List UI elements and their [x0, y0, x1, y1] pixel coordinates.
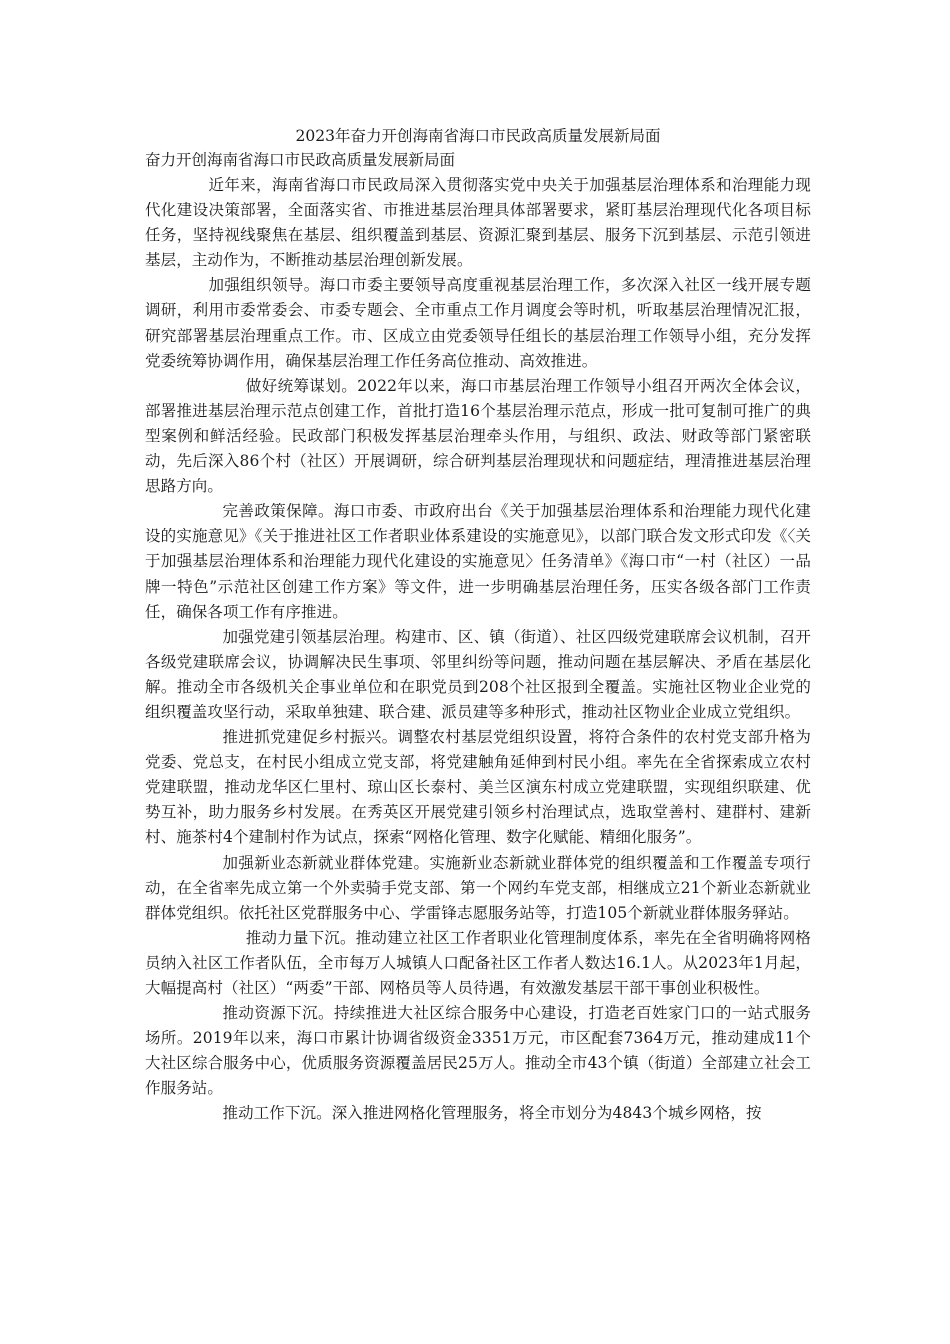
paragraph-policy-guarantee: 完善政策保障。海口市委、市政府出台《关于加强基层治理体系和治理能力现代化建设的实施意见》《关于推进社区工作者职业体系建设的实施意见》，以部门联合发文形式印发《〈关于加强基层治理体系和治理能力现代化建设的实施意见〉任务清单》《海口市“一村（社区）一品牌一特色”示范社区创建工作方案》等文件，进一步明确基层治理任务，压实各级各部门工作责任，确保各项工作有序推进。 [145, 502, 811, 621]
paragraph-staff-deployment: 推动力量下沉。推动建立社区工作者职业化管理制度体系，率先在全省明确将网格员纳入社区工作者队伍，全市每万人城镇人口配备社区工作者人数达16.1人。从2023年1月起，大幅提高村（社区）“两委”干部、网格员等人员待遇，有效激发基层干部干事创业积极性。 [145, 928, 811, 997]
document-page [145, 124, 811, 1127]
paragraph-rural-revitalization: 推进抓党建促乡村振兴。调整农村基层党组织设置，将符合条件的农村党支部升格为党委、党总支，在村民小组成立党支部，将党建触角延伸到村民小组。率先在全省探索成立农村党建联盟，推动龙华区仁里村、琼山区长泰村、美兰区演东村成立党建联盟，实现组织联建、优势互补，助力服务乡村发展。在秀英区开展党建引领乡村治理试点，选取堂善村、建群村、建新村、施茶村4个建制村作为试点，探索“网格化管理、数字化赋能、精细化服务”。 [145, 728, 811, 847]
paragraph-resource-deployment: 推动资源下沉。持续推进大社区综合服务中心建设，打造老百姓家门口的一站式服务场所。2019年以来，海口市累计协调省级资金3351万元，市区配套7364万元，推动建成11个大社区综合服务中心，优质服务资源覆盖居民25万人。推动全市43个镇（街道）全部建立社会工作服务站。 [145, 1004, 811, 1098]
paragraph-party-building-governance: 加强党建引领基层治理。构建市、区、镇（街道）、社区四级党建联席会议机制，召开各级党建联席会议，协调解决民生事项、邻里纠纷等问题，推动问题在基层解决、矛盾在基层化解。推动全市各级机关企事业单位和在职党员到208个社区报到全覆盖。实施社区物业企业党的组织覆盖攻坚行动，采取单独建、联合建、派员建等多种形式，推动社区物业企业成立党组织。 [145, 627, 811, 721]
document-title: 2023年奋力开创海南省海口市民政高质量发展新局面 [295, 127, 661, 145]
paragraph-intro: 近年来，海南省海口市民政局深入贯彻落实党中央关于加强基层治理体系和治理能力现代化建设决策部署，全面落实省、市推进基层治理具体部署要求，紧盯基层治理现代化各项目标任务，坚持视线聚焦在基层、组织覆盖到基层、资源汇聚到基层、服务下沉到基层、示范引领进基层，主动作为，不断推动基层治理创新发展。 [145, 176, 811, 270]
paragraph-new-employment-groups: 加强新业态新就业群体党建。实施新业态新就业群体党的组织覆盖和工作覆盖专项行动，在全省率先成立第一个外卖骑手党支部、第一个网约车党支部，相继成立21个新业态新就业群体党组织。依托社区党群服务中心、学雷锋志愿服务站等，打造105个新就业群体服务驿站。 [145, 853, 811, 922]
paragraph-overall-planning: 做好统筹谋划。2022年以来，海口市基层治理工作领导小组召开两次全体会议，部署推进基层治理示范点创建工作，首批打造16个基层治理示范点，形成一批可复制可推广的典型案例和鲜活经验。民政部门积极发挥基层治理牵头作用，与组织、政法、财政等部门紧密联动，先后深入86个村（社区）开展调研，综合研判基层治理现状和问题症结，理清推进基层治理思路方向。 [145, 376, 811, 496]
paragraph-organization-leadership: 加强组织领导。海口市委主要领导高度重视基层治理工作，多次深入社区一线开展专题调研，利用市委常委会、市委专题会、全市重点工作月调度会等时机，听取基层治理情况汇报，研究部署基层治理重点工作。市、区成立由党委领导任组长的基层治理工作领导小组，充分发挥党委统筹协调作用，确保基层治理工作任务高位推动、高效推进。 [145, 276, 811, 370]
paragraph-work-deployment: 推动工作下沉。深入推进网格化管理服务，将全市划分为4843个城乡网格，按 [222, 1104, 762, 1123]
document-subtitle: 奋力开创海南省海口市民政高质量发展新局面 [145, 151, 456, 169]
